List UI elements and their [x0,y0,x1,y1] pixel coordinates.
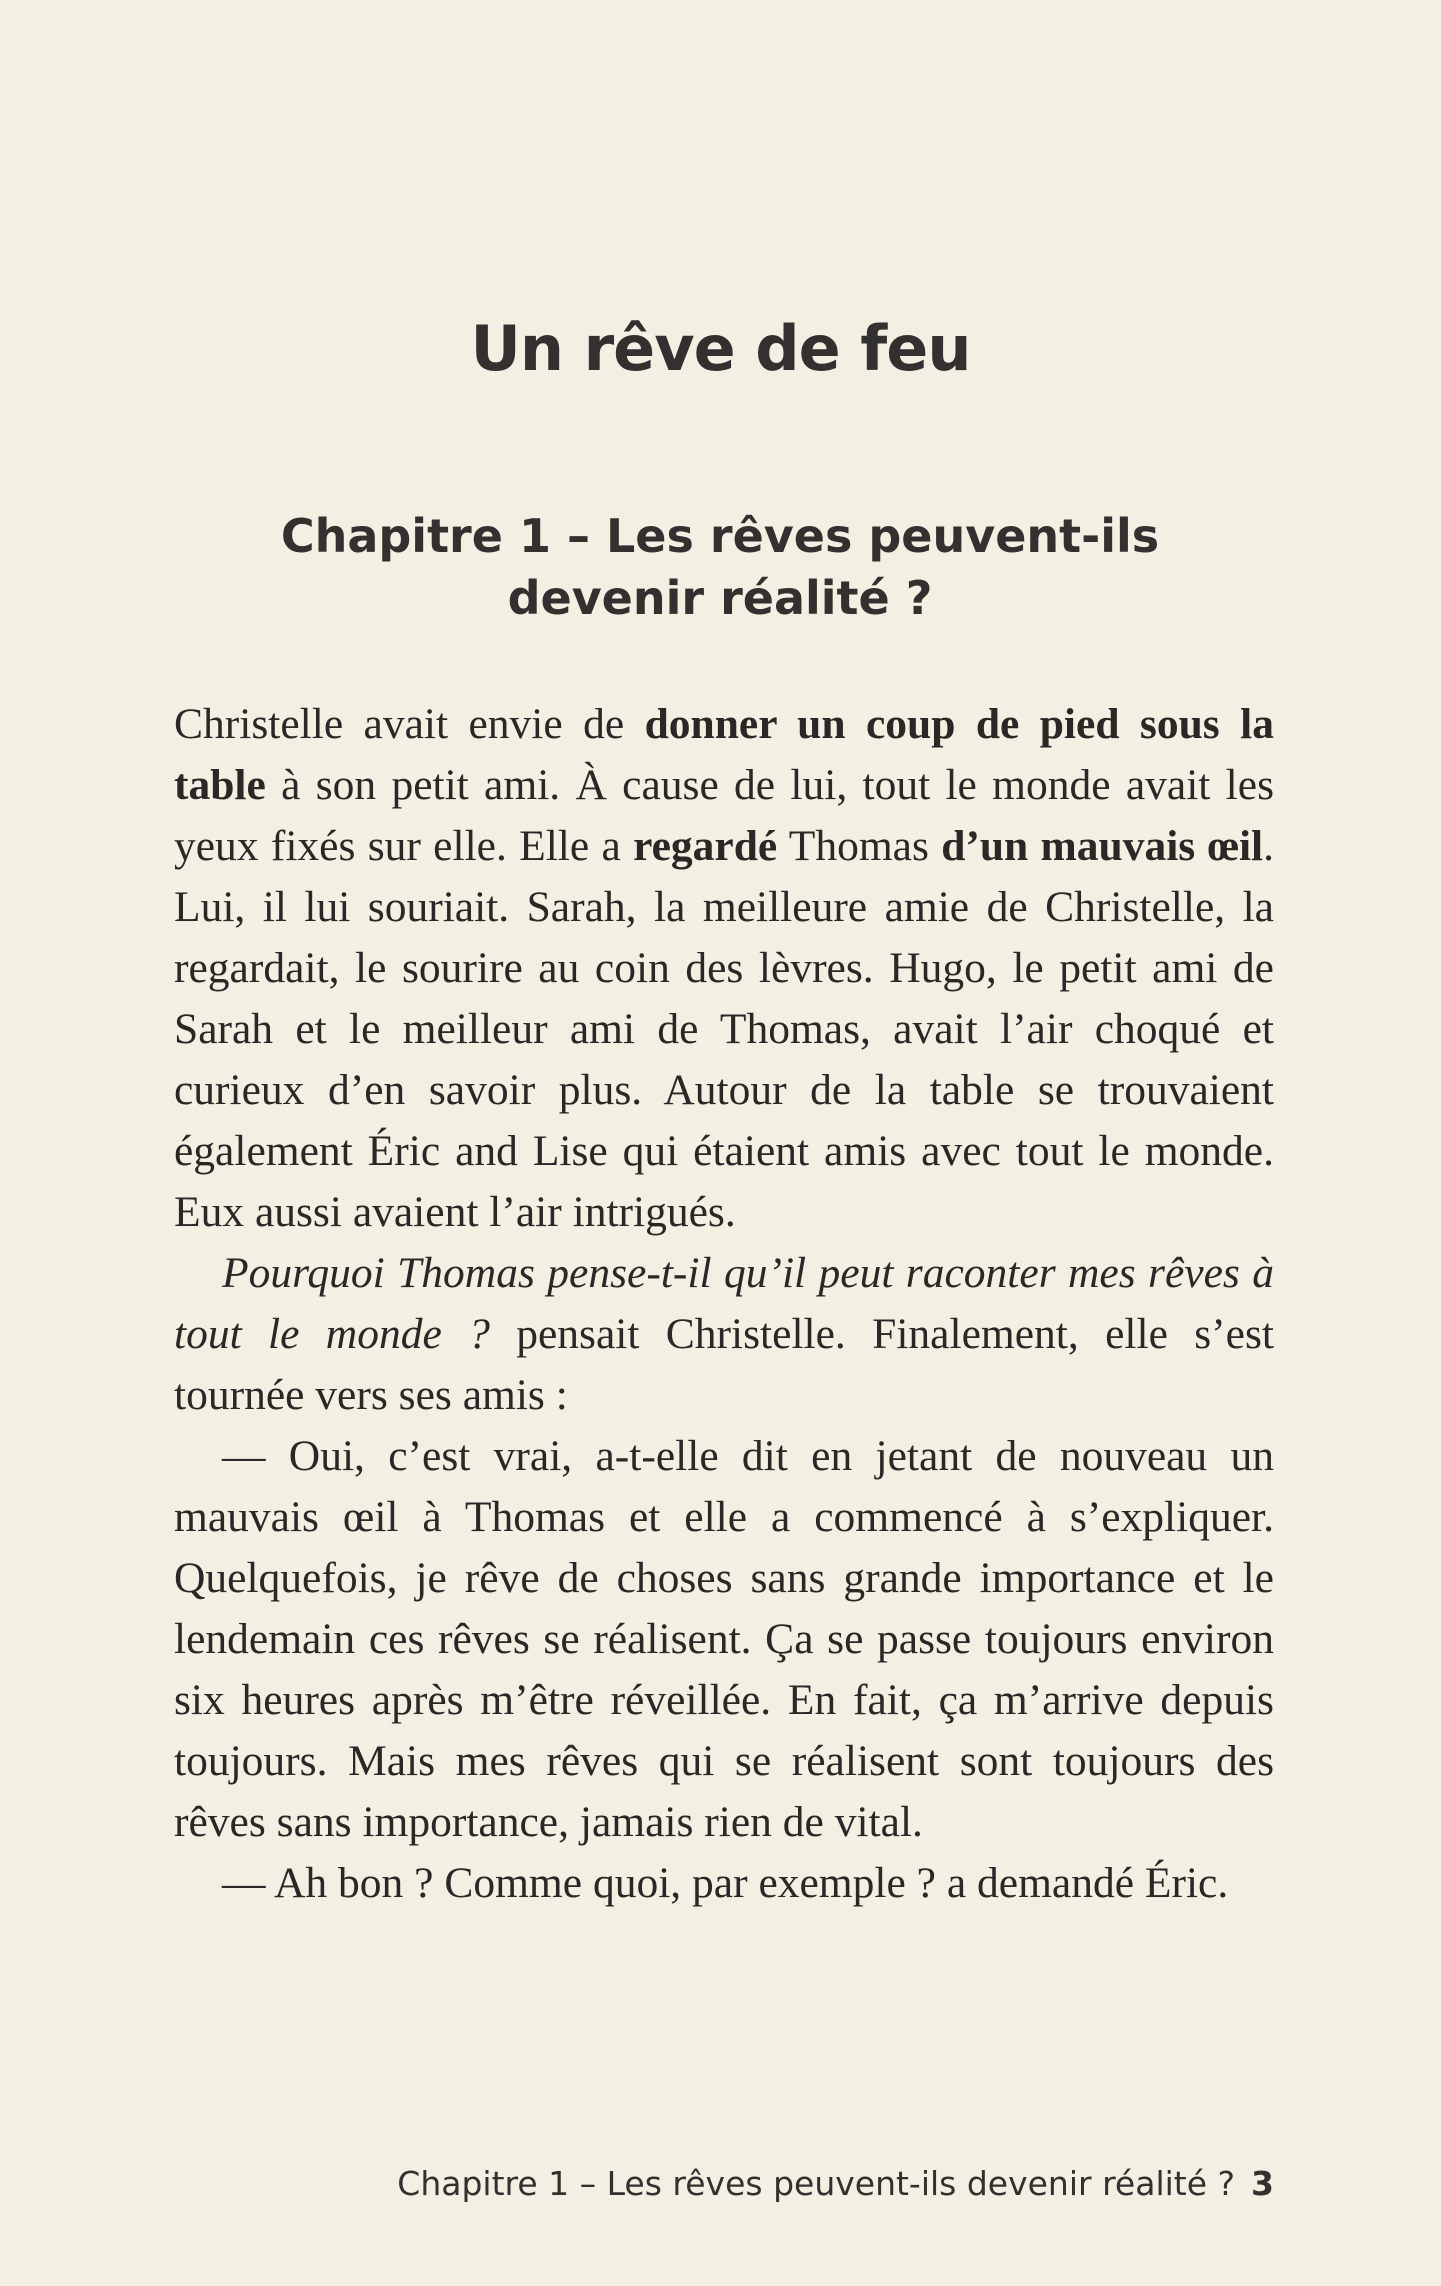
chapter-heading [240,505,1200,629]
page-footer [174,2164,1274,2203]
chapter-separator: – [550,509,606,563]
paragraph-1-text-4: . Lui, il lui souriait. Sarah, la meilleure amie de Christelle, la regardait, le sourire au coin des lèvres. Hugo, le petit ami de Sarah et le meilleur ami de Thomas, avait l’air choqué et curieux d’en savoir plus. Autour de la table se trouvaient également Éric and Lise qui étaient amis avec tout le monde. Eux aussi avaient l’air intrigués. [174,822,1274,1236]
vocab-highlight-1: donner un coup de pied sous la table [174,700,1274,809]
book-title: Un rêve de feu [470,312,971,385]
page-number: 3 [1251,2164,1274,2203]
paragraph-1-text-1: Christelle avait envie de [174,700,645,748]
running-head: Chapitre 1 – Les rêves peuvent-ils devenir réalité ? [397,2164,1236,2203]
paragraph-1 [174,694,1274,1243]
paragraph-1-text-2: à son petit ami. À cause de lui, tout le monde avait les yeux fixés sur elle. Elle a [174,761,1274,870]
chapter-label: Chapitre 1 [280,509,551,563]
chapter-title-line1: Les rêves peuvent-ils [606,509,1160,563]
chapter-title-line2: devenir réalité ? [507,571,933,625]
vocab-highlight-2: regardé [633,822,778,870]
paragraph-1-text-3: Thomas [777,822,942,870]
vocab-highlight-3: d’un mauvais œil [941,822,1264,870]
inner-thought: Pourquoi Thomas pense-t-il qu’il peut raconter mes rêves à tout le monde ? [174,1249,1274,1358]
paragraph-3: — Oui, c’est vrai, a-t-elle dit en jetant de nouveau un mauvais œil à Thomas et elle a commencé à s’expliquer. Quelquefois, je rêve de choses sans grande importance et le lendemain ces rêves se réalisent. Ça se passe toujours environ six heures après m’être réveillée. En fait, ça m’arrive depuis toujours. Mais mes rêves qui se réalisent sont toujours des rêves sans importance, jamais rien de vital. [174,1432,1274,1846]
paragraph-4: — Ah bon ? Comme quoi, par exemple ? a demandé Éric. [222,1859,1229,1907]
paragraph-2 [174,1243,1274,1426]
paragraph-2-text: pensait Christelle. Finalement, elle s’est tournée vers ses amis : [174,1310,1274,1419]
chapter-body [174,694,1274,1914]
